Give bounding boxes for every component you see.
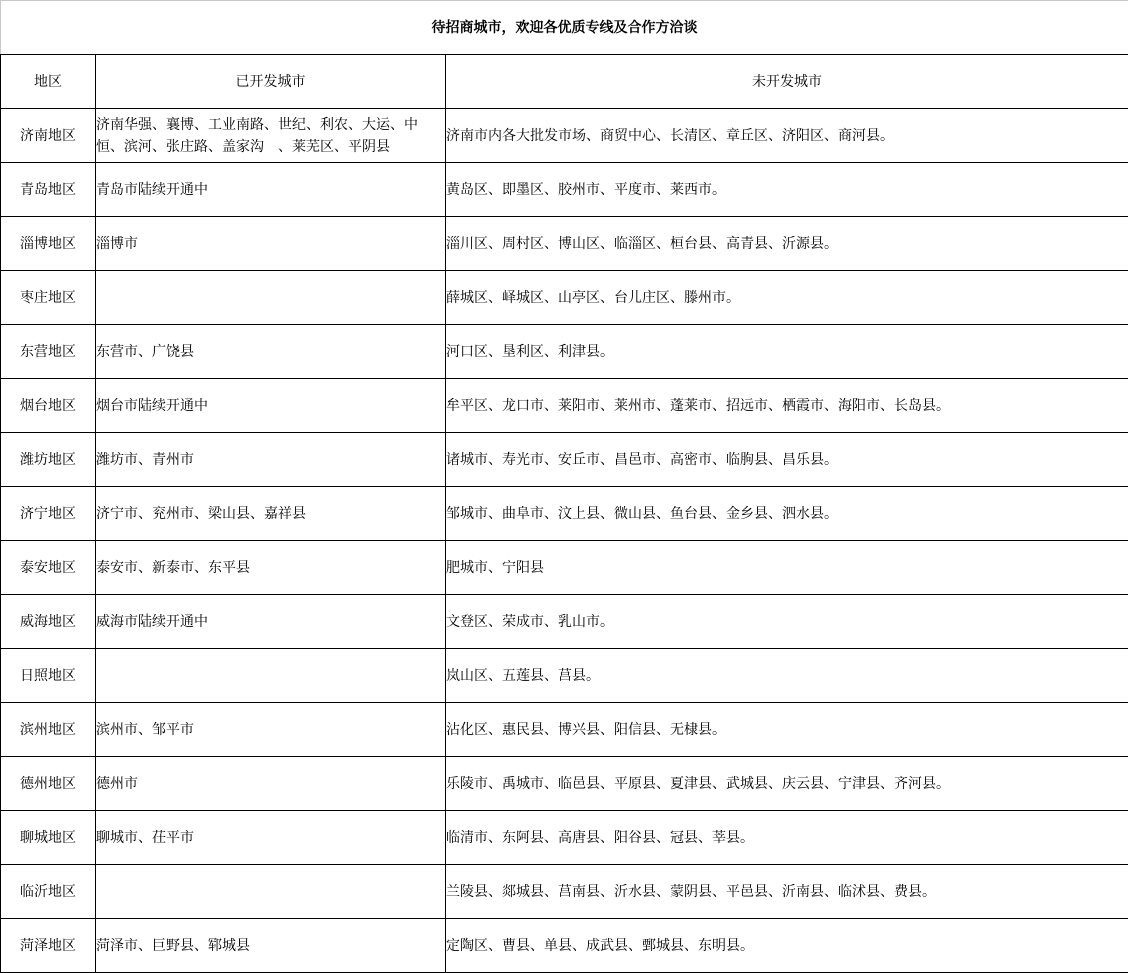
region-cell: 青岛地区 xyxy=(1,163,96,217)
undeveloped-cities-cell: 临清市、东阿县、高唐县、阳谷县、冠县、莘县。 xyxy=(446,811,1128,865)
developed-cities-cell xyxy=(96,649,446,703)
undeveloped-cities-cell: 诸城市、寿光市、安丘市、昌邑市、高密市、临朐县、昌乐县。 xyxy=(446,433,1128,487)
undeveloped-cities-cell: 邹城市、曲阜市、汶上县、微山县、鱼台县、金乡县、泗水县。 xyxy=(446,487,1128,541)
header-region: 地区 xyxy=(1,55,96,109)
table-row xyxy=(1,271,1128,325)
undeveloped-cities-cell: 沾化区、惠民县、博兴县、阳信县、无棣县。 xyxy=(446,703,1128,757)
undeveloped-cities-cell: 乐陵市、禹城市、临邑县、平原县、夏津县、武城县、庆云县、宁津县、齐河县。 xyxy=(446,757,1128,811)
region-cell: 威海地区 xyxy=(1,595,96,649)
region-cell: 滨州地区 xyxy=(1,703,96,757)
table-row xyxy=(1,217,1128,271)
table-row xyxy=(1,649,1128,703)
undeveloped-cities-cell: 兰陵县、郯城县、莒南县、沂水县、蒙阴县、平邑县、沂南县、临沭县、费县。 xyxy=(446,865,1128,919)
developed-cities-cell: 德州市 xyxy=(96,757,446,811)
region-cell: 枣庄地区 xyxy=(1,271,96,325)
developed-cities-cell: 聊城市、茌平市 xyxy=(96,811,446,865)
table-row xyxy=(1,865,1128,919)
developed-cities-cell xyxy=(96,271,446,325)
developed-cities-cell: 济宁市、兖州市、梁山县、嘉祥县 xyxy=(96,487,446,541)
table-row xyxy=(1,541,1128,595)
table-row xyxy=(1,433,1128,487)
developed-cities-cell: 滨州市、邹平市 xyxy=(96,703,446,757)
undeveloped-cities-cell: 肥城市、宁阳县 xyxy=(446,541,1128,595)
undeveloped-cities-cell: 文登区、荣成市、乳山市。 xyxy=(446,595,1128,649)
header-undeveloped: 未开发城市 xyxy=(446,55,1128,109)
developed-cities-cell: 菏泽市、巨野县、郓城县 xyxy=(96,919,446,973)
undeveloped-cities-cell: 淄川区、周村区、博山区、临淄区、桓台县、高青县、沂源县。 xyxy=(446,217,1128,271)
developed-cities-cell: 济南华强、襄博、工业南路、世纪、利农、大运、中恒、滨河、张庄路、盖家沟 、莱芜区、平阴县 xyxy=(96,109,446,163)
undeveloped-cities-cell: 河口区、垦利区、利津县。 xyxy=(446,325,1128,379)
table-title: 待招商城市，欢迎各优质专线及合作方洽谈 xyxy=(1,1,1128,55)
undeveloped-cities-cell: 济南市内各大批发市场、商贸中心、长清区、章丘区、济阳区、商河县。 xyxy=(446,109,1128,163)
region-cell: 烟台地区 xyxy=(1,379,96,433)
developed-cities-cell: 青岛市陆续开通中 xyxy=(96,163,446,217)
developed-cities-cell: 威海市陆续开通中 xyxy=(96,595,446,649)
table-row xyxy=(1,757,1128,811)
table-row xyxy=(1,163,1128,217)
undeveloped-cities-cell: 岚山区、五莲县、莒县。 xyxy=(446,649,1128,703)
developed-cities-cell: 泰安市、新泰市、东平县 xyxy=(96,541,446,595)
table-row xyxy=(1,325,1128,379)
region-cell: 淄博地区 xyxy=(1,217,96,271)
region-cell: 泰安地区 xyxy=(1,541,96,595)
undeveloped-cities-cell: 定陶区、曹县、单县、成武县、鄄城县、东明县。 xyxy=(446,919,1128,973)
table-row xyxy=(1,379,1128,433)
developed-cities-cell: 东营市、广饶县 xyxy=(96,325,446,379)
table-row xyxy=(1,109,1128,163)
region-cell: 济南地区 xyxy=(1,109,96,163)
table-row xyxy=(1,811,1128,865)
table-row xyxy=(1,703,1128,757)
undeveloped-cities-cell: 牟平区、龙口市、莱阳市、莱州市、蓬莱市、招远市、栖霞市、海阳市、长岛县。 xyxy=(446,379,1128,433)
undeveloped-cities-cell: 薛城区、峄城区、山亭区、台儿庄区、滕州市。 xyxy=(446,271,1128,325)
developed-cities-cell: 淄博市 xyxy=(96,217,446,271)
region-cell: 临沂地区 xyxy=(1,865,96,919)
region-cell: 日照地区 xyxy=(1,649,96,703)
table-row xyxy=(1,487,1128,541)
table-row xyxy=(1,919,1128,973)
region-cell: 德州地区 xyxy=(1,757,96,811)
region-cell: 菏泽地区 xyxy=(1,919,96,973)
developed-cities-cell: 烟台市陆续开通中 xyxy=(96,379,446,433)
developed-cities-cell xyxy=(96,865,446,919)
region-cell: 济宁地区 xyxy=(1,487,96,541)
developed-cities-cell: 潍坊市、青州市 xyxy=(96,433,446,487)
table-row xyxy=(1,595,1128,649)
undeveloped-cities-cell: 黄岛区、即墨区、胶州市、平度市、莱西市。 xyxy=(446,163,1128,217)
region-cell: 聊城地区 xyxy=(1,811,96,865)
region-cell: 东营地区 xyxy=(1,325,96,379)
header-row xyxy=(1,55,1128,109)
header-developed: 已开发城市 xyxy=(96,55,446,109)
title-row xyxy=(1,1,1128,55)
region-cell: 潍坊地区 xyxy=(1,433,96,487)
